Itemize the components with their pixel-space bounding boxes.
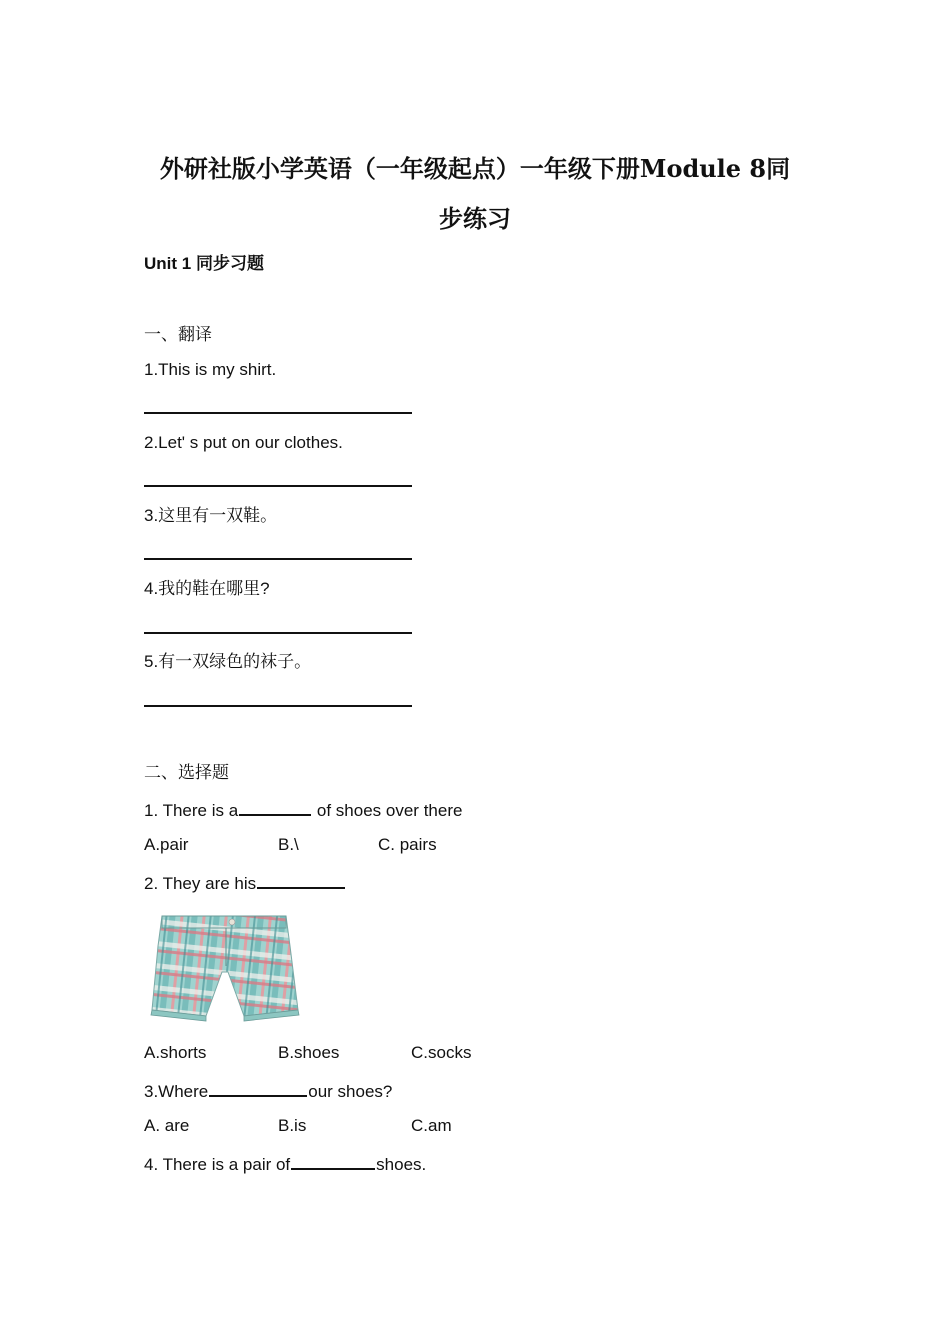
question-1 [144, 798, 462, 822]
question-2-option-b[interactable]: B.shoes [278, 1043, 340, 1062]
question-3-text-before: 3.Where [144, 1082, 209, 1101]
question-1-option-a[interactable]: A.pair [144, 835, 189, 854]
question-2-option-a[interactable]: A.shorts [144, 1043, 207, 1062]
question-1-text-before: 1. There is a [144, 801, 239, 820]
answer-line-2[interactable] [144, 485, 412, 487]
answer-line-5[interactable] [144, 705, 412, 707]
question-3 [144, 1079, 392, 1103]
question-3-blank[interactable] [209, 1079, 307, 1097]
page-title-line2: 步练习 [439, 204, 511, 233]
answer-line-1[interactable] [144, 412, 412, 414]
answer-line-4[interactable] [144, 632, 412, 634]
translate-item-2: 2.Let' s put on our clothes. [144, 433, 343, 452]
question-3-option-a[interactable]: A. are [144, 1116, 190, 1135]
question-2-blank[interactable] [257, 871, 345, 889]
question-3-option-b[interactable]: B.is [278, 1116, 307, 1135]
question-1-text-after: of shoes over there [312, 801, 463, 820]
section1-heading: 一、翻译 [144, 325, 212, 344]
translate-item-5: 5.有一双绿色的袜子。 [144, 652, 312, 671]
question-3-option-c[interactable]: C.am [411, 1116, 452, 1135]
question-4-blank[interactable] [291, 1152, 375, 1170]
question-4-text-before: 4. There is a pair of [144, 1155, 291, 1174]
question-2 [144, 871, 346, 895]
page-title-line1: 外研社版小学英语（一年级起点）一年级下册Module 8同 [159, 154, 791, 183]
translate-item-1: 1.This is my shirt. [144, 360, 277, 379]
question-4 [144, 1152, 426, 1176]
unit-heading: Unit 1 同步习题 [144, 254, 264, 273]
answer-line-3[interactable] [144, 558, 412, 560]
question-1-option-c[interactable]: C. pairs [378, 835, 437, 854]
question-1-option-b[interactable]: B.\ [278, 835, 299, 854]
plaid-shorts-image [148, 910, 300, 1022]
question-2-option-c[interactable]: C.socks [411, 1043, 472, 1062]
translate-item-4: 4.我的鞋在哪里? [144, 579, 270, 598]
translate-item-3: 3.这里有一双鞋。 [144, 506, 278, 525]
question-2-text-before: 2. They are his [144, 874, 257, 893]
question-1-blank[interactable] [239, 798, 311, 816]
section2-heading: 二、选择题 [144, 763, 229, 782]
question-3-text-after: our shoes? [308, 1082, 393, 1101]
question-4-text-after: shoes. [376, 1155, 427, 1174]
